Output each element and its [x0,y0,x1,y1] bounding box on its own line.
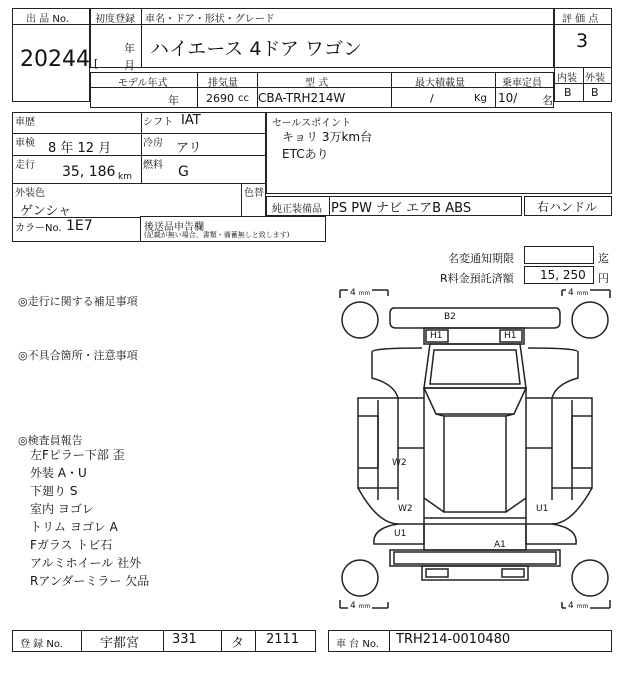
first-reg-label: 初度登録 [95,14,135,25]
color-no-value: 1E7 [66,218,93,234]
tire-rear-right [572,560,608,596]
ac-value: アリ [176,141,202,156]
damage-mark-u1: U1 [394,529,407,539]
fuel-label: 燃料 [143,160,163,171]
mileage-unit: km [118,172,132,182]
inspector-line: 室内 ヨゴレ [30,502,94,516]
damage-mark-h1: H1 [430,331,443,341]
interior-label: 内装 [557,73,577,84]
tire-depth-rr: 4 mm [568,601,589,611]
handle-value: 右ハンドル [537,200,598,214]
inspector-line: 左Fピラー下部 歪 [30,448,125,462]
mileage-label: 走行 [15,160,35,171]
vehicle-name: ハイエース 4ドア ワゴン [150,38,362,60]
defects-title: ◎不具合箇所・注意事項 [18,349,138,362]
equipment-label: 純正装備品 [272,204,322,215]
max-load-unit: Kg [474,93,487,104]
recycle-value: 15, 250 [540,268,586,282]
mileage-value: 35, 186 [62,164,116,180]
recycle-label: R料金預託済額 [440,272,514,285]
ac-label: 冷房 [143,138,163,149]
color-change-label: 色替 [244,188,264,199]
after-label: 後送品申告欄 [144,222,204,233]
sales-point-2: ETCあり [282,147,329,161]
month-bracket: [ [94,57,99,70]
recycle-unit: 円 [598,272,609,285]
vehicle-label: 車名・ドア・形状・グレード [145,14,275,25]
reg-label: 登 録 No. [20,639,63,650]
car-diagram [338,288,612,610]
inspection-label: 車検 [15,138,35,149]
history-label: 車歴 [15,117,35,128]
interior-grade: B [564,86,572,99]
inspection-value: 8 年 12 月 [48,141,112,156]
driving-notes-title: ◎走行に関する補足事項 [18,295,138,308]
chassis-value: TRH214-0010480 [396,632,511,647]
month-suffix: 月 [124,59,135,72]
reg-class: 331 [172,632,197,647]
damage-mark-u1: U1 [536,504,549,514]
chassis-label: 車 台 No. [336,639,379,650]
inspector-line: 下廻り S [30,484,78,498]
reg-kana: タ [231,636,245,651]
rating-value: 3 [576,30,589,52]
change-deadline-label: 名変通知期限 [448,252,514,265]
rating-label: 評 価 点 [562,14,599,25]
model-year-label: モデル年式 [118,78,168,89]
reg-place: 宇都宮 [100,636,140,651]
inspector-line: Rアンダーミラー 欠品 [30,574,150,588]
damage-mark-w2: W2 [392,458,407,468]
equipment-value: PS PW ナビ エアB ABS [331,201,472,216]
displacement-unit: cc [238,93,249,104]
shift-label: シフト [143,117,173,128]
inspector-line: トリム ヨゴレ A [30,520,118,534]
tire-rear-left [342,560,378,596]
type-label: 型 式 [305,78,329,89]
damage-mark-h1: H1 [504,331,517,341]
tire-depth-rl: 4 mm [350,601,371,611]
tire-front-left [342,302,378,338]
damage-mark-b2: B2 [444,312,456,322]
displacement-value: 2690 [206,92,234,105]
tire-depth-frame [340,290,610,608]
exterior-color-value: ゲンシャ [20,204,72,219]
change-deadline-box [524,246,594,264]
lot-number-label: 出 品 No. [26,14,69,25]
model-year-unit: 年 [168,94,179,107]
exterior-label: 外装 [585,73,605,84]
displacement-label: 排気量 [208,78,238,89]
inspector-title: ◎検査員報告 [18,434,83,447]
after-note: (記載が無い場合、書類・備蓄無しと致します) [144,231,290,239]
sales-point-label: セールスポイント [272,118,352,129]
inspector-line: 外装 A・U [30,466,87,480]
exterior-grade: B [591,86,599,99]
inspector-line: Fガラス トビ石 [30,538,113,552]
capacity-value: 10/ [498,91,518,105]
type-value: CBA-TRH214W [258,91,346,105]
inspector-line: アルミホイール 社外 [30,556,142,570]
max-load-value: / [430,92,434,105]
damage-mark-a1: A1 [494,540,506,550]
tire-front-right [572,302,608,338]
change-deadline-suffix: 迄 [598,252,609,265]
front-bumper [390,308,560,328]
year-suffix: 年 [124,42,135,55]
exterior-color-label: 外装色 [15,188,45,199]
tire-depth-fl: 4 mm [350,288,371,298]
sales-point-1: キョリ 3万km台 [282,130,373,144]
capacity-unit: 名 [542,94,553,107]
capacity-label: 乗車定員 [502,78,542,89]
fuel-value: G [178,164,189,180]
max-load-label: 最大積載量 [415,78,465,89]
shift-value: IAT [181,113,201,128]
reg-number: 2111 [266,632,300,647]
color-no-label: カラーNo. [15,223,62,234]
lot-number: 20244 [20,47,90,72]
damage-mark-w2: W2 [398,504,413,514]
tire-depth-fr: 4 mm [568,288,589,298]
